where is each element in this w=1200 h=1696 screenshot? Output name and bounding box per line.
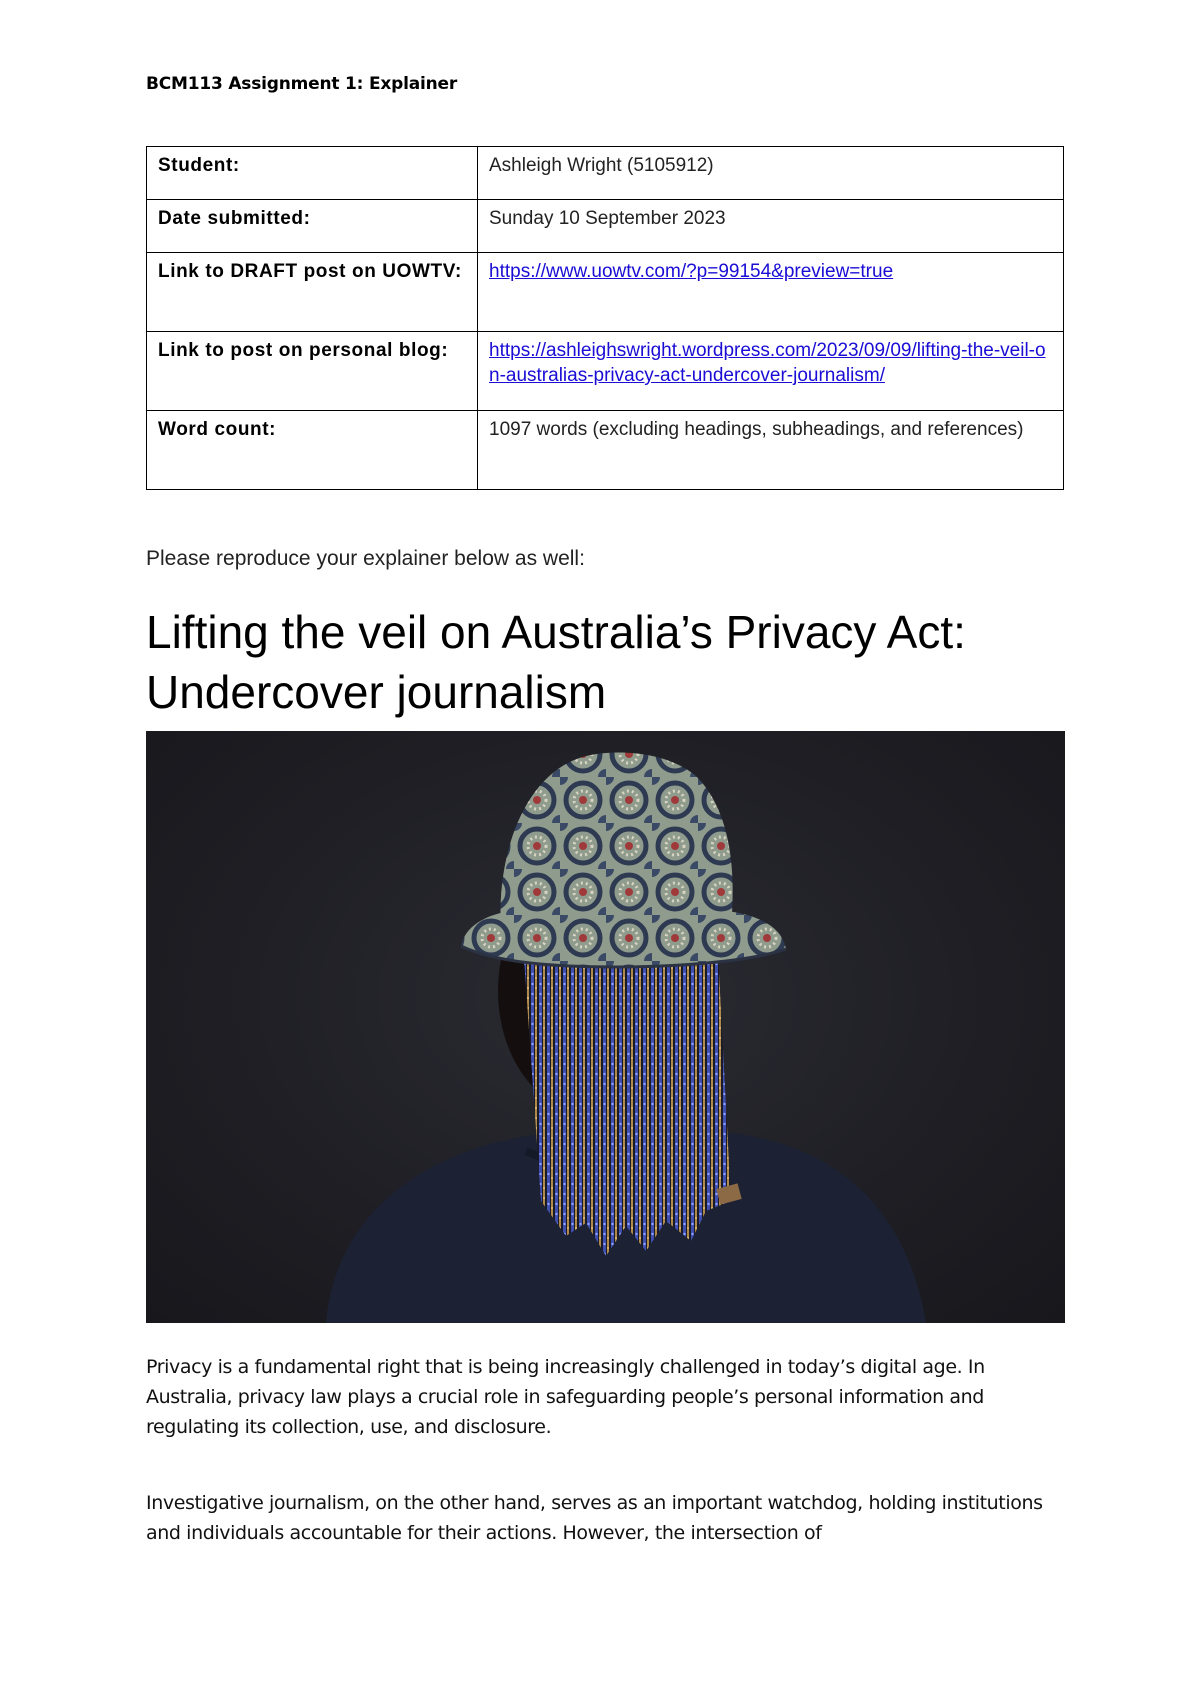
article-title: Lifting the veil on Australia’s Privacy Act: Undercover journalism <box>146 606 966 718</box>
article-paragraph-2: Investigative journalism, on the other hand, serves as an important watchdog, holding institutions and individuals accountable for their actions. However, the intersection of <box>146 1492 1043 1544</box>
blog-link-cell <box>478 332 1064 411</box>
table-row <box>147 200 1064 253</box>
table-row <box>147 253 1064 332</box>
blog-link-label: Link to post on personal blog: <box>147 332 478 411</box>
date-submitted-label: Date submitted: <box>147 200 478 253</box>
table-row <box>147 332 1064 411</box>
draft-post-link[interactable]: https://www.uowtv.com/?p=99154&preview=true <box>489 261 894 282</box>
table-row <box>147 411 1064 490</box>
word-count-label: Word count: <box>147 411 478 490</box>
submission-details-table <box>146 146 1064 490</box>
photo-person-beaded-veil-hat-icon <box>146 731 1065 1323</box>
document-header: BCM113 Assignment 1: Explainer <box>146 74 458 94</box>
word-count-value: 1097 words (excluding headings, subheadings, and references) <box>478 411 1064 490</box>
student-value: Ashleigh Wright (5105912) <box>478 147 1064 200</box>
table-row <box>147 147 1064 200</box>
draft-link-label: Link to DRAFT post on UOWTV: <box>147 253 478 332</box>
blog-post-link[interactable]: https://ashleighswright.wordpress.com/2023/09/09/lifting-the-veil-on-australias-privacy-act-undercover-journalism/ <box>489 340 1046 386</box>
student-label: Student: <box>147 147 478 200</box>
date-submitted-value: Sunday 10 September 2023 <box>478 200 1064 253</box>
reproduce-prompt: Please reproduce your explainer below as well: <box>146 547 585 570</box>
draft-link-cell <box>478 253 1064 332</box>
article-paragraph-1: Privacy is a fundamental right that is being increasingly challenged in today’s digital age. In Australia, privacy law plays a crucial role in safeguarding people’s personal information and regulating its collection, use, and disclosure. <box>146 1356 985 1438</box>
article-photo <box>146 731 1065 1323</box>
